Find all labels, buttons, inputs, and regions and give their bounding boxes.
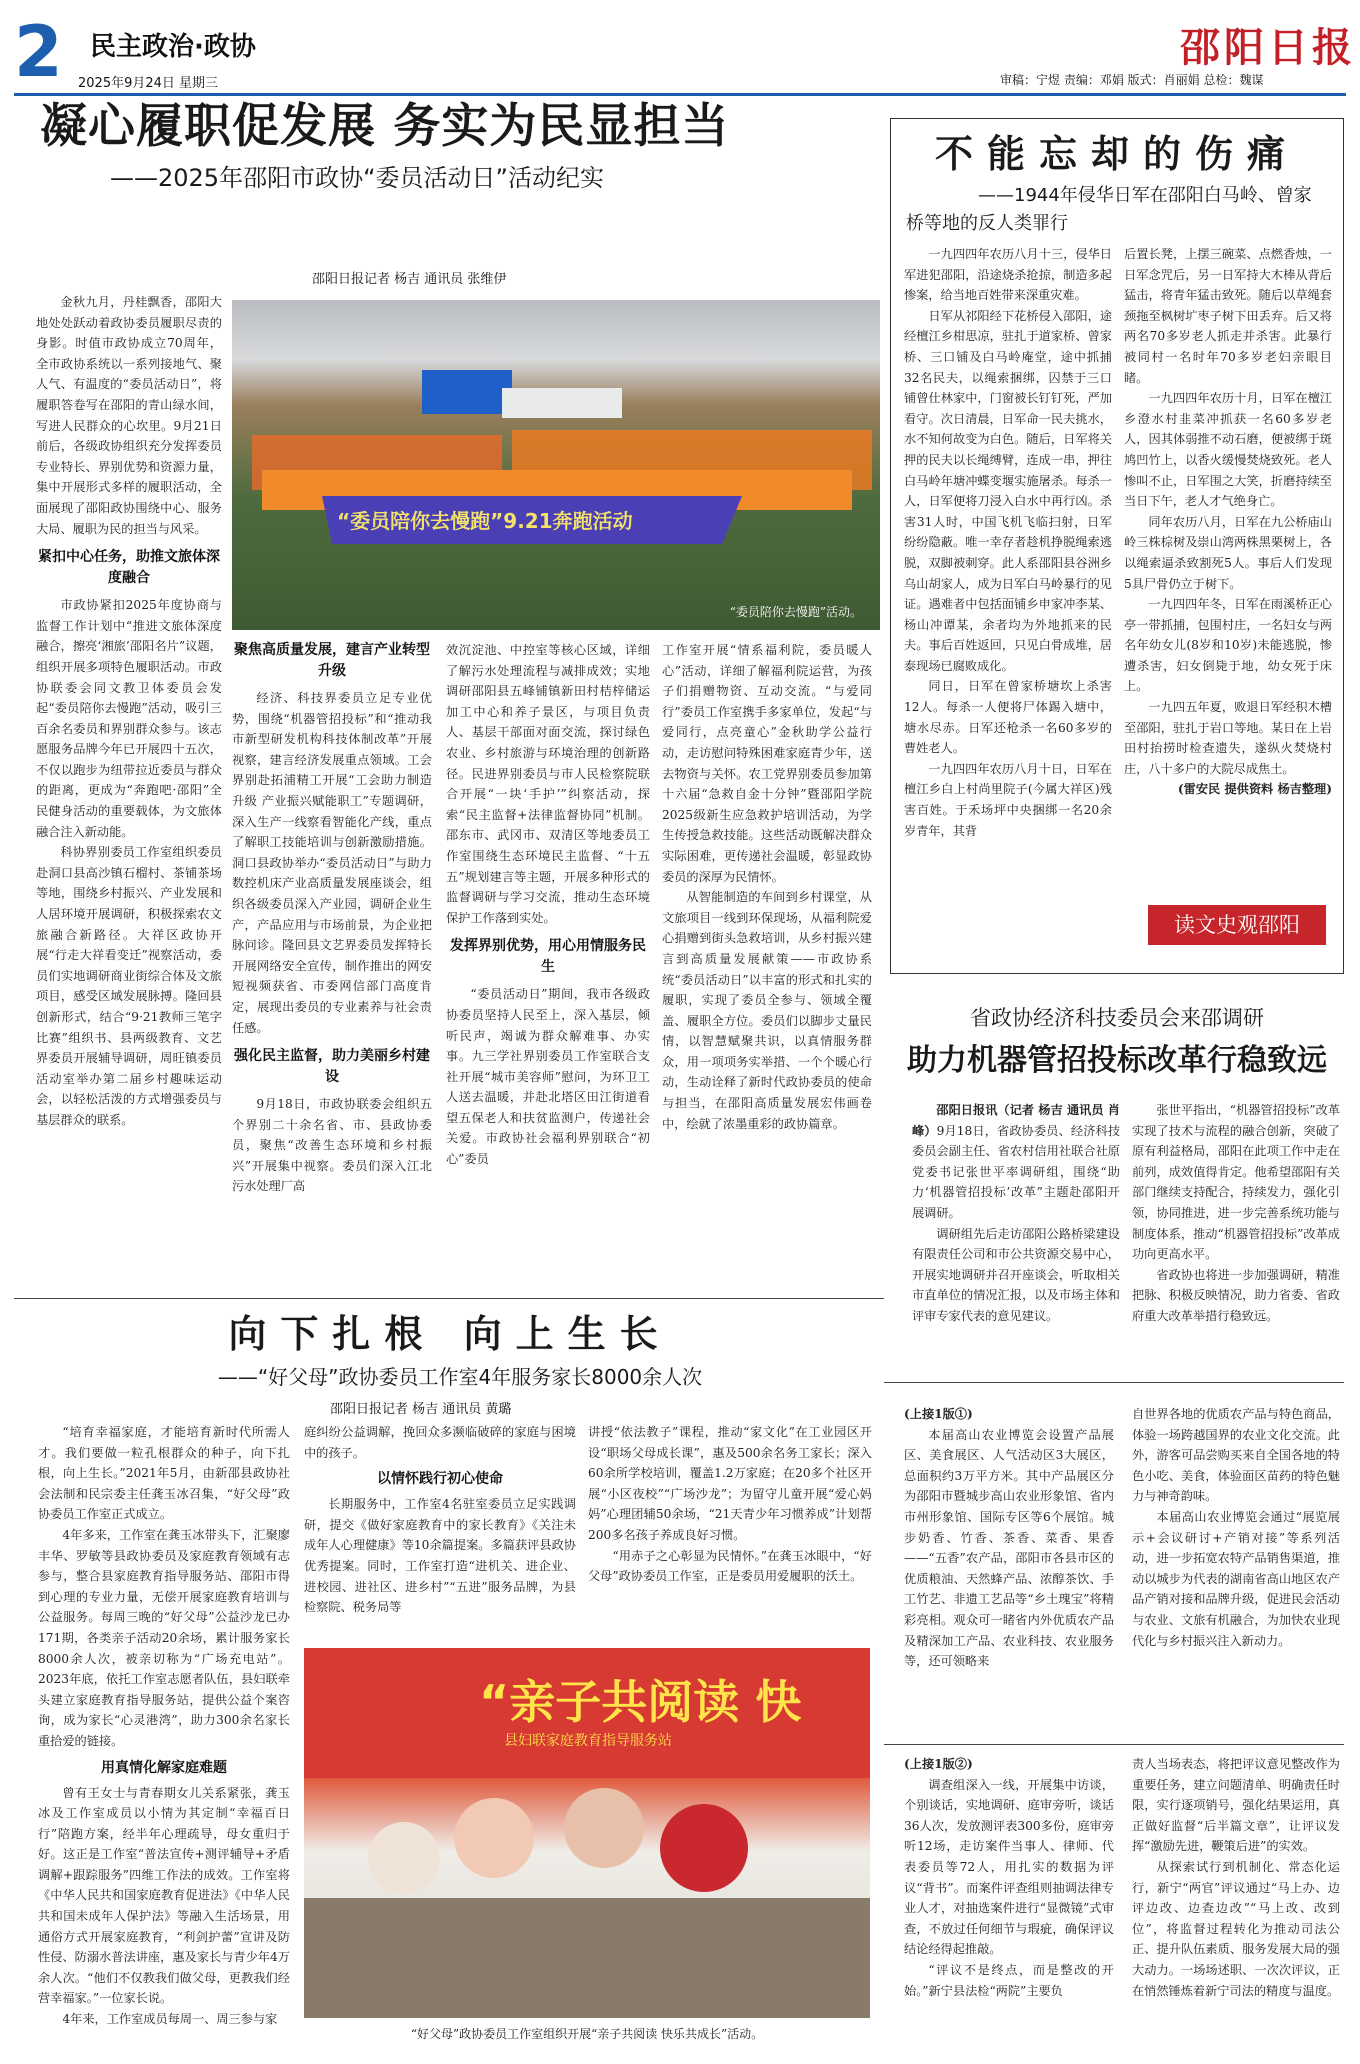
a3-lead: 邵阳日报讯（记者 杨吉 通讯员 肖峰） [912,1103,1120,1138]
a1-p6: 效沉淀池、中控室等核心区域，详细了解污水处理流程与减排成效；实地调研邵阳县五峰铺镇新田村桔梓储运加工中心和养子景区，与项目负责人、基层干部面对面交流，探讨绿色农业、乡村旅游与环境治理的创新路径。民进界别委员与市人民检察院联合开展“一块‘手护’”纠察活动，探索“民主监督+法律监督协同”机制。邵东市、武冈市、双清区等地委员工作室围绕生态环境民主监督、“十五五”规划建言等主题，开展多种形式的监督调研与学习交流，推动生态环境保护工作落到实处。 [446,643,650,925]
a2-p7: 同年农历八月，日军在九公桥庙山岭三株棕树及崇山湾两株黑栗树上，各以绳索逼杀致割死5人。事后人们发现5具尸骨仍立于树下。 [1124,514,1332,591]
a2-p4: 一九四四年农历八月十日，日军在檀江乡白上村尚里院子(今属大祥区)残害百姓。于禾场坪中央捆绑一名20余岁青年，其背 [904,761,1112,838]
a6-p3: 责人当场表态，将把评议意见整改作为重要任务，建立问题清单、明确责任时限，实行逐项销号，强化结果运用，真正做好监督“后半篇文章”，让评议发挥“激励先进，鞭策后进”的实效。 [1132,1757,1340,1854]
a1-column-2 [232,640,432,1290]
a4-byline: 邵阳日报记者 杨吉 通讯员 黄璐 [330,1402,512,1417]
a3-p3: 张世平指出，“机器管招投标”改革实现了技术与流程的融合创新，突破了原有利益格局，邵阳在此项工作中走在前列，成效值得肯定。他希望邵阳有关部门继续支持配合，持续发力，强化引领，协同推进，进一步完善系统功能与制度体系，推动“机器管招投标”改革成功向更高水平。 [1132,1103,1340,1262]
a1-photo-caption: “委员陪你去慢跑”活动。 [729,605,862,619]
a4-subhead-1: 用真情化解家庭难题 [101,1759,227,1776]
a4-p1: “培育幸福家庭，才能培育新时代所需人才。我们要做一粒孔根群众的种子，向下扎根，向上生长。”2021年5月，由新邵县政协社会法制和民宗委主任龚玉冰召集，“好父母”政协委员工作室正式成立。 [38,1425,290,1522]
a2-title: 不能忘却的伤痛 [934,131,1299,176]
a4-p5: 庭纠纷公益调解，挽回众多濒临破碎的家庭与困境中的孩子。 [304,1425,576,1460]
a2-subtitle: ——1944年侵华日军在邵阳白马岭、曾家桥等地的反人类罪行 [906,185,1312,234]
a3-p4: 省政协也将进一步加强调研，精准把脉、积极反映情况，助力省委、省政府重大改革举措行稳致远。 [1132,1267,1340,1323]
a1-subhead-2: 聚焦高质量发展，建言产业转型升级 [234,642,430,679]
a1-p5: 9月18日，市政协联委会组织五个界别二十余名省、市、县政协委员，聚焦“改善生态环境和乡村振兴”开展集中视察。委员们深入江北污水处理厂高 [232,1097,432,1194]
a4-photo-sign: “亲子共阅读 快 [479,1675,802,1729]
a2-p5: 后置长凳，上摆三碗菜、点燃香烛，一日军念咒后，另一日军持大木棒从背后猛击，将青年猛击致死。随后以草绳套颈拖至枫树圹枣子树下田丢弃。后又将两名70多岁老人抓走并杀害。此暴行被同村一名时年70多岁老妇亲眼目睹。 [1124,247,1332,385]
a4-column-2 [304,1422,576,1648]
a1-subhead-4: 发挥界别优势，用心用情服务民生 [450,938,646,976]
a5-column-left [904,1404,1114,1734]
a4-title: 向下扎根 向上生长 [228,1311,672,1356]
a3-kicker: 省政协经济科技委员会来邵调研 [970,1006,1264,1030]
a3-p1 [912,1100,1120,1224]
a5-p2: 自世界各地的优质农产品与特色商品，体验一场跨越国界的农业文化交流。此外，游客可品尝购买来自全国各地的特色小吃、美食，体验面区苗药的特色魅力与神奇韵味。 [1132,1407,1340,1504]
a1-column-3 [446,640,650,1290]
a2-p9: 一九四五年夏，败退日军经积木槽至邵阳，驻扎于岩口等地。某日在上岩田村抬捞时检查遗失，遂纵火焚烧村庄，八十多户的大院尽成焦土。 [1124,700,1332,776]
a1-byline: 邵阳日报记者 杨吉 通讯员 张维伊 [312,272,507,287]
right-divider [884,1382,1344,1383]
a5-p3: 本届高山农业博览会通过“展览展示+会议研讨+产销对接”等系列活动，进一步拓宽农特产品销售渠道，推动以城步为代表的湖南省高山地区农产品产销对接和品牌升级，促进民会活动与农业、文旅有机融合，为加快农业现代化与乡村振兴注入新动力。 [1132,1509,1340,1648]
issue-date: 2025年9月24日 星期三 [78,76,219,91]
a4-column-1 [38,1422,290,2062]
a1-column-4 [662,640,872,1290]
a2-p2: 日军从祁阳经下花桥侵入邵阳，途经檀江乡柑思凉，驻扎于道家桥、曾家桥、三口铺及白马岭庵堂，途中抓捕32名民夫，以绳索捆绑，囚禁于三口铺曾仕林家中，门窗被长钉钉死，严加看守。次日清晨，日军命一民夫挑水，水不知何故变为白色。随后，日军将关押的民夫以长绳缚臂，连成一串，押往白马岭年塘冲蝶变堰实施屠杀。每杀一人，日军便将刀浸入白水中再行凶。杀害31人时，中国飞机飞临扫射，日军纷纷隐蔽。唯一幸存者趁机挣脱绳索逃脱，双脚被刺穿。此人系邵阳县谷洲乡乌山胡家人，成为日军白马岭暴行的见证。遇难者中包括面铺乡申家冲李某、杨山冲谭某，余者均为外地抓来的民夫。事后百姓返回，只见白骨成堆，居泰现场已腐败成化。 [904,308,1112,673]
a1-p4: 经济、科技界委员立足专业优势，围绕“机器管招投标”和“推动我市新型研发机构科技体制改革”开展视察，建言经济发展重点领域。工会界别赴拓浦精工开展“工会助力制造升级 产业振兴赋能职工”专题调研，深入生产一线察看智能化产线，重点了解职工技能培训与创新激励措施。洞口县政协举办“委员活动日”与助力数控机床产业高质量发展座谈会，组织各级委员深入产业园，调研企业生产，产品应用与市场前景，为企业把脉问诊。隆回县文艺界委员发挥特长开展网络安全宣传，制作推出的网安短视频获省、市委网信部门高度肯定，展现出委员的专业素养与社会责任感。 [232,691,432,1035]
a5-p1: 本届高山农业博览会设置产品展区、美食展区、人气活动区3大展区，总面积约3万平方米。其中产品展区分为邵阳市暨城步高山农业形象馆、省内市州形象馆、国际专区等6个展馆。城步奶香、竹香、茶香、菜香、果香——“五香”农产品，邵阳市各县市区的优质粮油、天然蜂产品、浓醇茶饮、手工竹艺、非遗工艺品等“乡土瑰宝”将精彩亮相。观众可一睹省内外优质农产品及精深加工产品、农业科技、农业服务等，还可领略来 [904,1427,1114,1669]
a4-subtitle: ——“好父母”政协委员工作室4年服务家长8000余人次 [217,1365,703,1389]
section-title: 民主政治·政协 [90,32,256,62]
a2-p1: 一九四四年农历八月十三，侵华日军进犯邵阳，沿途烧杀抢掠，制造多起惨案，给当地百姓带来深重灾难。 [904,247,1112,303]
a1-photo-art [232,300,880,630]
a6-p4: 从探索试行到机制化、常态化运行，新宁“两官”评议通过“马上办、边评边改、边查边改”“马上改、改到位”，将监督过程转化为推动司法公正、提升队伍素质、服务发展大局的强大动力。一场场述职、一次次评议，正在悄然锤炼着新宁司法的精度与温度。 [1132,1859,1340,1998]
a1-p8: 工作室开展“情系福利院，委员暖人心”活动，详细了解福利院运营，为孩子们捐赠物资、互动交流。“与爱同行”委员工作室携手多家单位，发起“与爱同行，点亮童心”金秋助学公益行动，走访慰问特殊困难家庭青少年，送去物资与关怀。农工党界别委员参加第十六届“急救自金十分钟”暨邵阳学院2025级新生应急救护培训活动，为学生传授急救技能。这些活动既解决群众实际困难，更传递社会温暖，彰显政协委员的深厚为民情怀。 [662,643,872,884]
a1-p2: 市政协紧扣2025年度协商与监督工作计划中“推进文旅体深度融合，擦亮‘湘旅’邵阳名片”议题，组织开展多项特色履职活动。市政协联委会同文教卫体委员会发起“委员陪你去慢跑”活动，吸引三百余名委员和界别群众参与。该志愿服务品牌今年已开展四十五次，不仅以跑步为纽带拉近委员与群众的距离，更成为“奔跑吧·邵阳”全民健身活动的重要载体，为文旅体融合注入新动能。 [36,598,222,839]
a4-column-3 [588,1422,872,1648]
a3-p2: 调研组先后走访邵阳公路桥梁建设有限责任公司和市公共资源交易中心，开展实地调研并召开座谈会，听取相关市直单位的情况汇报，以及市场主体和评审专家代表的意见建议。 [912,1226,1120,1323]
a1-subhead-1: 紧扣中心任务，助推文旅体深度融合 [38,549,220,587]
a4-p7: 讲授“依法教子”课程，推动“家文化”在工业园区开设“职场父母成长课”，惠及500余名务工家长；深入60余所学校培训，覆盖1.2万家庭；在20多个社区开展“小区夜校”“广场沙龙”；为留守儿童开展“爱心妈妈”心理团辅50余场，“21天青少年习惯养成”计划帮200多名孩子养成良好习惯。 [588,1425,872,1542]
a4-p3: 曾有王女士与青春期女儿关系紧张，龚玉冰及工作室成员以小情为其定制“幸福百日行”陪跑方案，经半年心理疏导，母女重归于好。这正是工作室“普法宣传+测评辅导+矛盾调解+跟踪服务”四维工作法的成效。工作室将《中华人民共和国家庭教育促进法》《中华人民共和国未成年人保护法》等融入生活场景，用通俗方式开展家庭教育，“利剑护蕾”宣讲及防性侵、防溺水普法讲座，惠及家长与青少年4万余人次。“他们不仅教我们做父母，更教我们经营幸福家。”一位家长说。 [38,1785,290,2006]
right-divider-2 [884,1744,1344,1745]
a1-title: 凝心履职促发展 务实为民显担当 [40,99,730,154]
a2-column-left [904,244,1112,970]
a4-photo-sign-sub: 县妇联家庭教育指导服务站 [504,1733,672,1749]
a4-p4: 4年来，工作室成员每周一、周三参与家 [62,2012,278,2027]
a3-column-right [1132,1100,1340,1370]
a3-column-left [912,1100,1120,1370]
a1-subhead-3: 强化民主监督，助力美丽乡村建设 [234,1048,430,1086]
a4-photo [304,1648,870,2018]
a1-photo [232,300,880,630]
newspaper-logo: 邵阳日报 [1180,24,1356,71]
a6-column-left [904,1754,1114,2060]
a6-p2: “评议不是终点，而是整改的开始。”新宁县法检“两院”主要负 [904,1962,1114,1998]
a4-subhead-2: 以情怀践行初心使命 [377,1471,503,1488]
a1-photo-banner: “委员陪你去慢跑”9.21奔跑活动 [337,509,633,533]
a2-credit: (雷安民 提供资料 杨吉整理) [1177,782,1332,797]
a3-p1-text: 9月18日，省政协委员、经济科技委员会副主任、省农村信用社联合社原党委书记张世平率调研组，围绕“助力‘机器管招投标’改革”主题赴邵阳开展调研。 [912,1123,1120,1220]
a6-p1: 调查组深入一线，开展集中访谈，个别谈话，实地调研、庭审旁听，谈话36人次，发放测评表300多份，庭审旁听12场，走访案件当事人、律师、代表委员等72人，用扎实的数据为评议“背书”。而案件评查组则抽调法律专业人才，对抽选案件进行“显微镜”式审查，不放过任何细节与瑕疵，确保评议结论经得起推敲。 [904,1777,1114,1957]
a4-p6: 长期服务中，工作室4名驻室委员立足实践调研，提交《做好家庭教育中的家长教育》《关注未成年人心理健康》等10余篇提案。多篇获评县政协优秀提案。同时，工作室打造“进机关、进企业、进校园、进社区、进乡村”“五进”服务品牌，为县检察院、税务局等 [304,1497,576,1615]
a2-p6: 一九四四年农历十月，日军在檀江乡澄水村韭菜冲抓获一名60多岁老人，因其体弱推不动石磨，便被绑于斑鸠凹竹上，以香火缓慢焚烧致死。老人惨叫不止，日军围之大笑，折磨持续至当日下午，老人才气绝身亡。 [1124,391,1332,509]
a2-badge: 读文史观邵阳 [1148,905,1326,945]
editor-credits: 审稿：宁煜 责编：邓娟 版式：肖丽娟 总检：魏谋 [1000,73,1264,87]
a1-p7: “委员活动日”期间，我市各级政协委员坚持人民至上，深入基层，倾听民声，竭诚为群众解难事、办实事。九三学社界别委员工作室联合支社开展“城市美容师”慰问，为环卫工人送去温暖，并赴北塔区田江街道看望五保老人和扶贫监测户，传递社会关爱。市政协社会福利界别联合“初心”委员 [446,987,650,1167]
a6-cont: (上接1版②) [904,1757,973,1771]
a4-p8: “用赤子之心彰显为民情怀。”在龚玉冰眼中，“好父母”政协委员工作室，正是委员用爱履职的沃土。 [588,1548,872,1584]
a5-column-right [1132,1404,1340,1734]
a6-column-right [1132,1754,1340,2060]
a2-p8: 一九四四年冬，日军在雨溪桥正心亭一带抓捕，包围村庄，一名妇女与两名年幼女儿(8岁和10岁)未能逃脱，惨遭杀害，妇女倒毙于地，幼女死于床上。 [1124,597,1332,694]
a1-column-1 [36,292,222,1278]
page-number: 2 [14,11,63,93]
a1-p3: 科协界别委员工作室组织委员赴洞口县高沙镇石榴村、茶铺茶场等地，围绕乡村振兴、产业发展和人居环境开展调研，积极探索农文旅融合新路径。大祥区政协开展“行走大祥看变迁”视察活动，委员们实地调研商业街综合体及文旅项目，感受区域发展脉搏。隆回县创新形式，结合“9·21教师三笔字比赛”组织书、县两级教育、文艺界委员开展辅导调研，周旺镇委员活动室举办第二届乡村趣味运动会，以轻松活泼的方式增强委员与基层群众的联系。 [36,845,222,1127]
a1-p1: 金秋九月，丹桂飘香，邵阳大地处处跃动着政协委员履职尽责的身影。时值市政协成立70周年，全市政协系统以一系列接地气、聚人气、有温度的“委员活动日”，将履职答卷写在邵阳的青山绿水间，写进人民群众的心坎里。9月21日前后，各级政协组织充分发挥委员专业特长、界别优势和资源力量，集中开展形式多样的履职活动，全面展现了邵阳政协围绕中心、服务大局、履职为民的担当与风采。 [36,295,222,536]
a5-cont: (上接1版①) [904,1407,973,1421]
a3-title: 助力机器管招投标改革行稳致远 [907,1043,1327,1078]
a1-p9: 从智能制造的车间到乡村课堂，从文旅项目一线到环保现场，从福利院爱心捐赠到街头急救培训，从乡村振兴建言到高质量发展献策——市政协系统“委员活动日”以丰富的形式和扎实的履职，实现了委员全参与、领域全覆盖、履职全方位。委员们以脚步丈量民情，以智慧赋聚共识，以真情服务群众，用一项项务实举措、一个个暖心行动，生动诠释了新时代政协委员的使命与担当，在邵阳高质量发展宏伟画卷中，绘就了浓墨重彩的政协篇章。 [662,890,872,1131]
a2-p3: 同日，日军在曾家桥塘坎上杀害12人。每杀一人便将尸体踢入塘中，塘水尽赤。日军还枪杀一名60多岁的曹姓老人。 [904,679,1112,756]
a2-column-right [1124,244,1332,894]
a4-photo-caption: “好父母”政协委员工作室组织开展“亲子共阅读 快乐共成长”活动。 [410,2027,764,2041]
a4-p2: 4年多来，工作室在龚玉冰带头下，汇聚廖丰华、罗敏等县政协委员及家庭教育领域有志参与，整合县家庭教育指导服务站、邵阳市得到心理的专业力量，无偿开展家庭教育培训与公益服务。每周三晚的“好父母”公益沙龙已办171期，各类亲子活动20余场，累计服务家长8000余人次，被亲切称为“广场充电站”。2023年底，依托工作室志愿者队伍，县妇联牵头建立家庭教育指导服务站，提供公益个案咨询，成为家长“心灵港湾”，助力300余名家长重拾爱的链接。 [38,1527,290,1748]
a1-subtitle: ——2025年邵阳市政协“委员活动日”活动纪实 [110,164,604,192]
middle-rule [14,1298,884,1299]
